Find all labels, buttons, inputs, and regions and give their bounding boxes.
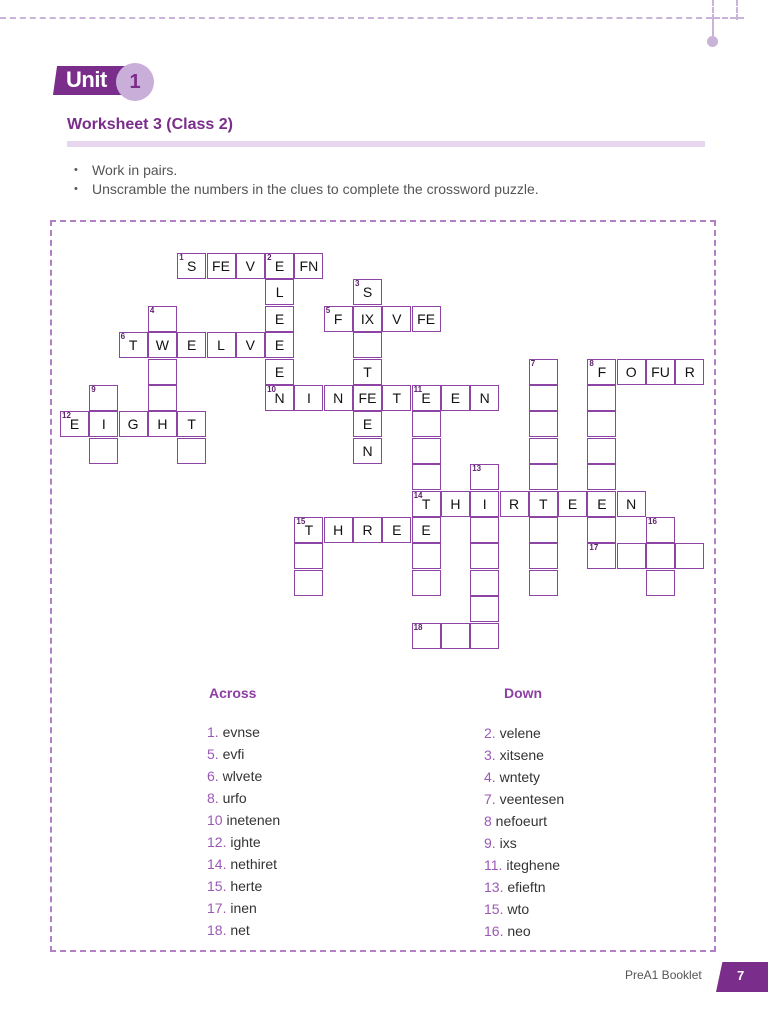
crossword-cell[interactable]: [529, 464, 558, 490]
clue-item: [484, 788, 564, 810]
crossword-cell[interactable]: [148, 359, 177, 385]
clue-item-number: 7.: [484, 791, 496, 807]
clue-item-word: net: [226, 922, 250, 938]
crossword-cell[interactable]: [412, 306, 441, 332]
crossword-cell[interactable]: [119, 411, 148, 437]
clue-item-word: evnse: [218, 724, 260, 740]
crossword-cell[interactable]: [294, 517, 323, 543]
clue-item-word: veentesen: [495, 791, 565, 807]
crossword-cell[interactable]: [89, 385, 118, 411]
clue-item-word: inen: [226, 900, 257, 916]
crossword-cell[interactable]: [353, 411, 382, 437]
crossword-cell[interactable]: [294, 543, 323, 569]
crossword-cell[interactable]: [353, 359, 382, 385]
crossword-cell[interactable]: [675, 543, 704, 569]
crossword-cell[interactable]: [294, 385, 323, 411]
crossword-cell[interactable]: [470, 623, 499, 649]
clue-item-word: wto: [503, 901, 530, 917]
down-heading: Down: [504, 685, 543, 701]
crossword-cell[interactable]: [646, 543, 675, 569]
crossword-cell[interactable]: [324, 517, 353, 543]
across-clues: [207, 721, 280, 941]
crossword-cell[interactable]: [529, 517, 558, 543]
clue-number: 12: [62, 411, 71, 421]
crossword-cell[interactable]: [353, 517, 382, 543]
clue-item-number: 6.: [207, 768, 219, 784]
crossword-cell[interactable]: [119, 332, 148, 358]
crossword-cell[interactable]: [265, 306, 294, 332]
clue-item: [484, 854, 564, 876]
clue-item-number: 12.: [207, 834, 227, 850]
crossword-cell[interactable]: [412, 438, 441, 464]
cell-letter: FE: [417, 310, 436, 327]
across-heading: Across: [209, 685, 257, 701]
clue-item-number: 13.: [484, 879, 504, 895]
crossword-cell[interactable]: [558, 491, 587, 517]
cell-letter: E: [362, 416, 373, 433]
crossword-cell[interactable]: [412, 517, 441, 543]
clue-item-word: efieftn: [503, 879, 546, 895]
cell-letter: FU: [651, 363, 670, 380]
crossword-cell[interactable]: [265, 332, 294, 358]
clue-item: [207, 875, 280, 897]
clue-item-word: iteghene: [502, 857, 561, 873]
crossword-cell[interactable]: [412, 570, 441, 596]
cell-letter: FE: [358, 390, 377, 406]
cell-letter: N: [479, 390, 490, 406]
crossword-cell[interactable]: [587, 359, 616, 385]
clue-item-number: 9.: [484, 835, 496, 851]
crossword-cell[interactable]: [324, 306, 353, 332]
crossword-cell[interactable]: [353, 332, 382, 358]
cell-letter: H: [450, 495, 461, 512]
crossword-cell[interactable]: [265, 279, 294, 305]
cell-letter: O: [625, 363, 637, 380]
crossword-cell[interactable]: [177, 438, 206, 464]
clue-item-number: 11.: [484, 857, 503, 873]
clue-item: [207, 721, 280, 743]
cell-letter: S: [187, 258, 197, 274]
clue-item: [207, 809, 280, 831]
cell-letter: V: [245, 337, 255, 354]
cell-letter: S: [362, 284, 373, 301]
crossword-cell[interactable]: [265, 385, 294, 411]
crossword-cell[interactable]: [529, 570, 558, 596]
clue-item: [207, 919, 280, 941]
crossword-cell[interactable]: [353, 306, 382, 332]
crossword-cell[interactable]: [500, 491, 529, 517]
cell-letter: H: [157, 416, 168, 433]
clue-item-number: 2.: [484, 725, 496, 741]
cell-letter: I: [101, 416, 106, 433]
clue-item-number: 17.: [207, 900, 227, 916]
clue-item-word: ighte: [226, 834, 261, 850]
crossword-cell[interactable]: [412, 623, 441, 649]
cell-letter: R: [508, 495, 520, 512]
cell-letter: T: [363, 363, 372, 380]
crossword-cell[interactable]: [265, 359, 294, 385]
cell-letter: T: [304, 522, 314, 538]
crossword-cell[interactable]: [587, 491, 616, 517]
clue-item: [484, 744, 564, 766]
clue-item-number: 1.: [207, 724, 219, 740]
clue-item-number: 16.: [484, 923, 504, 939]
clue-number: 14: [413, 490, 423, 500]
cell-letter: E: [421, 390, 431, 406]
crossword-cell[interactable]: [587, 464, 616, 490]
clue-number: 7: [530, 358, 536, 368]
crossword-cell[interactable]: [207, 332, 236, 358]
crossword-cell[interactable]: [60, 411, 89, 437]
crossword-cell[interactable]: [441, 623, 470, 649]
cell-letter: T: [392, 390, 402, 406]
booklet-name: PreA1 Booklet: [625, 968, 702, 982]
cell-letter: E: [597, 495, 607, 512]
cell-letter: E: [450, 390, 461, 406]
crossword-cell[interactable]: [412, 464, 441, 490]
clue-number: 11: [413, 385, 423, 394]
crossword-cell[interactable]: [412, 543, 441, 569]
crossword-cell[interactable]: [470, 385, 499, 411]
cell-letter: E: [187, 337, 197, 354]
clue-item: [484, 898, 564, 920]
cell-letter: T: [421, 495, 431, 512]
clue-number: 5: [325, 305, 331, 315]
instruction-item: • Unscramble the numbers in the clues to complete the crossword puzzle.: [72, 180, 539, 199]
crossword-cell[interactable]: [207, 253, 236, 279]
clue-number: 9: [91, 385, 96, 394]
cell-letter: E: [69, 416, 80, 433]
crossword-cell[interactable]: [470, 517, 499, 543]
crossword-cell[interactable]: [382, 306, 411, 332]
clue-number: 4: [149, 305, 155, 315]
cell-letter: FE: [212, 258, 230, 274]
crossword-cell[interactable]: [470, 464, 499, 490]
cell-letter: E: [567, 495, 578, 512]
crossword-cell[interactable]: [177, 411, 206, 437]
clue-item-word: evfi: [218, 746, 245, 762]
page-number: 7: [737, 968, 745, 983]
crossword-cell[interactable]: [148, 332, 177, 358]
crossword-cell[interactable]: [177, 332, 206, 358]
cell-letter: N: [362, 442, 373, 459]
clue-item-word: velene: [495, 725, 541, 741]
crossword-cell[interactable]: [617, 543, 646, 569]
clue-item: [484, 832, 564, 854]
clue-item: [207, 831, 280, 853]
crossword-cell[interactable]: [587, 543, 616, 569]
cell-letter: T: [187, 416, 196, 433]
crossword-cell[interactable]: [177, 253, 206, 279]
cell-letter: IX: [360, 310, 375, 327]
cell-letter: I: [306, 390, 311, 406]
crossword-cell[interactable]: [382, 385, 411, 411]
crossword-cell[interactable]: [148, 411, 177, 437]
cell-letter: E: [274, 363, 285, 380]
crossword-cell[interactable]: [294, 253, 323, 279]
clue-item-number: 4.: [484, 769, 496, 785]
clue-item-number: 14.: [207, 856, 227, 872]
clue-number: 1: [179, 253, 184, 262]
cell-letter: E: [274, 310, 285, 327]
cell-letter: F: [597, 363, 607, 380]
crossword-cell[interactable]: [441, 491, 470, 517]
crossword-cell[interactable]: [587, 385, 616, 411]
crossword-cell[interactable]: [265, 253, 294, 279]
clue-item: [484, 722, 564, 744]
clue-item: [207, 787, 280, 809]
clue-item: [207, 853, 280, 875]
cell-letter: R: [684, 363, 695, 380]
crossword-cell[interactable]: [529, 543, 558, 569]
page-title: Worksheet 3 (Class 2): [67, 116, 233, 133]
clue-item-word: neo: [503, 923, 531, 939]
cell-letter: V: [245, 258, 255, 274]
cell-letter: R: [362, 522, 373, 538]
crossword-cell[interactable]: [470, 570, 499, 596]
clue-number: 6: [120, 332, 126, 342]
clue-item-number: 15.: [484, 901, 504, 917]
clue-item: [484, 810, 564, 832]
crossword-cell[interactable]: [587, 517, 616, 543]
crossword-cell[interactable]: [353, 385, 382, 411]
clue-number: 16: [648, 517, 657, 526]
crossword-cell[interactable]: [646, 517, 675, 543]
crossword-cell[interactable]: [470, 596, 499, 622]
unit-label: Unit: [66, 67, 107, 92]
clue-item: [484, 876, 564, 898]
crossword-cell[interactable]: [353, 438, 382, 464]
cell-letter: F: [333, 310, 343, 327]
clue-number: 18: [413, 622, 423, 632]
cell-letter: L: [275, 284, 284, 301]
unit-number: 1: [116, 63, 154, 101]
clue-number: 8: [589, 358, 594, 368]
down-clues: [484, 722, 564, 942]
crossword-cell[interactable]: [89, 411, 118, 437]
cell-letter: E: [392, 522, 402, 538]
clue-item-number: 8: [484, 813, 492, 829]
clue-item-number: 5.: [207, 746, 219, 762]
crossword-cell[interactable]: [617, 491, 646, 517]
clue-number: 17: [589, 543, 599, 553]
clue-number: 13: [472, 464, 482, 474]
cell-letter: E: [274, 258, 285, 274]
clue-item-number: 15.: [207, 878, 227, 894]
clue-item: [484, 766, 564, 788]
crossword-cell[interactable]: [412, 491, 441, 517]
instruction-item: • Work in pairs.: [72, 161, 539, 180]
clue-number: 15: [296, 517, 306, 526]
clue-item-word: inetenen: [222, 812, 281, 828]
crossword-cell[interactable]: [529, 491, 558, 517]
cell-letter: I: [482, 495, 487, 512]
crossword-cell[interactable]: [441, 385, 470, 411]
cell-letter: N: [626, 495, 637, 512]
cell-letter: L: [217, 337, 225, 354]
crossword-cell[interactable]: [324, 385, 353, 411]
clue-item-number: 8.: [207, 790, 219, 806]
crossword-cell[interactable]: [412, 411, 441, 437]
clue-item-word: xitsene: [495, 747, 544, 763]
clue-item-number: 18.: [207, 922, 227, 938]
crossword-cell[interactable]: [587, 438, 616, 464]
crossword-cell[interactable]: [646, 570, 675, 596]
cell-letter: T: [128, 337, 138, 354]
cell-letter: E: [274, 337, 285, 354]
clue-item: [484, 920, 564, 942]
cell-letter: G: [127, 416, 139, 433]
crossword-cell[interactable]: [236, 253, 265, 279]
cell-letter: E: [421, 522, 431, 538]
clue-number: 10: [267, 385, 276, 394]
crossword-cell[interactable]: [529, 411, 558, 437]
clue-item-number: 3.: [484, 747, 496, 763]
crossword-cell[interactable]: [617, 359, 646, 385]
clue-item: [207, 897, 280, 919]
cell-letter: N: [333, 390, 344, 406]
clue-item: [207, 765, 280, 787]
clue-item-word: nefoeurt: [491, 813, 548, 829]
clue-item-word: urfo: [218, 790, 247, 806]
clue-item-word: herte: [226, 878, 263, 894]
cell-letter: W: [155, 337, 169, 354]
crossword-cell[interactable]: [470, 543, 499, 569]
crossword-cell[interactable]: [412, 385, 441, 411]
clue-item-word: ixs: [495, 835, 517, 851]
clue-number: 3: [355, 279, 360, 289]
crossword-cell[interactable]: [470, 491, 499, 517]
cell-letter: H: [333, 522, 344, 538]
crossword-cell[interactable]: [587, 411, 616, 437]
crossword-cell[interactable]: [646, 359, 675, 385]
crossword-cell[interactable]: [236, 332, 265, 358]
clue-item: [207, 743, 280, 765]
clue-item-word: wlvete: [218, 768, 263, 784]
crossword-cell[interactable]: [89, 438, 118, 464]
crossword-cell[interactable]: [675, 359, 704, 385]
crossword-cell[interactable]: [529, 385, 558, 411]
clue-item-word: wntety: [495, 769, 541, 785]
crossword-cell[interactable]: [529, 359, 558, 385]
crossword-cell[interactable]: [148, 385, 177, 411]
cell-letter: N: [274, 390, 285, 406]
clue-item-word: nethiret: [226, 856, 278, 872]
crossword-cell[interactable]: [294, 570, 323, 596]
crossword-cell[interactable]: [353, 279, 382, 305]
crossword-cell[interactable]: [529, 438, 558, 464]
crossword-cell[interactable]: [382, 517, 411, 543]
cell-letter: T: [539, 495, 548, 512]
clue-item-number: 10: [207, 812, 223, 828]
crossword-cell[interactable]: [148, 306, 177, 332]
cell-letter: FN: [299, 258, 319, 274]
clue-number: 2: [267, 253, 272, 262]
cell-letter: V: [392, 310, 402, 327]
